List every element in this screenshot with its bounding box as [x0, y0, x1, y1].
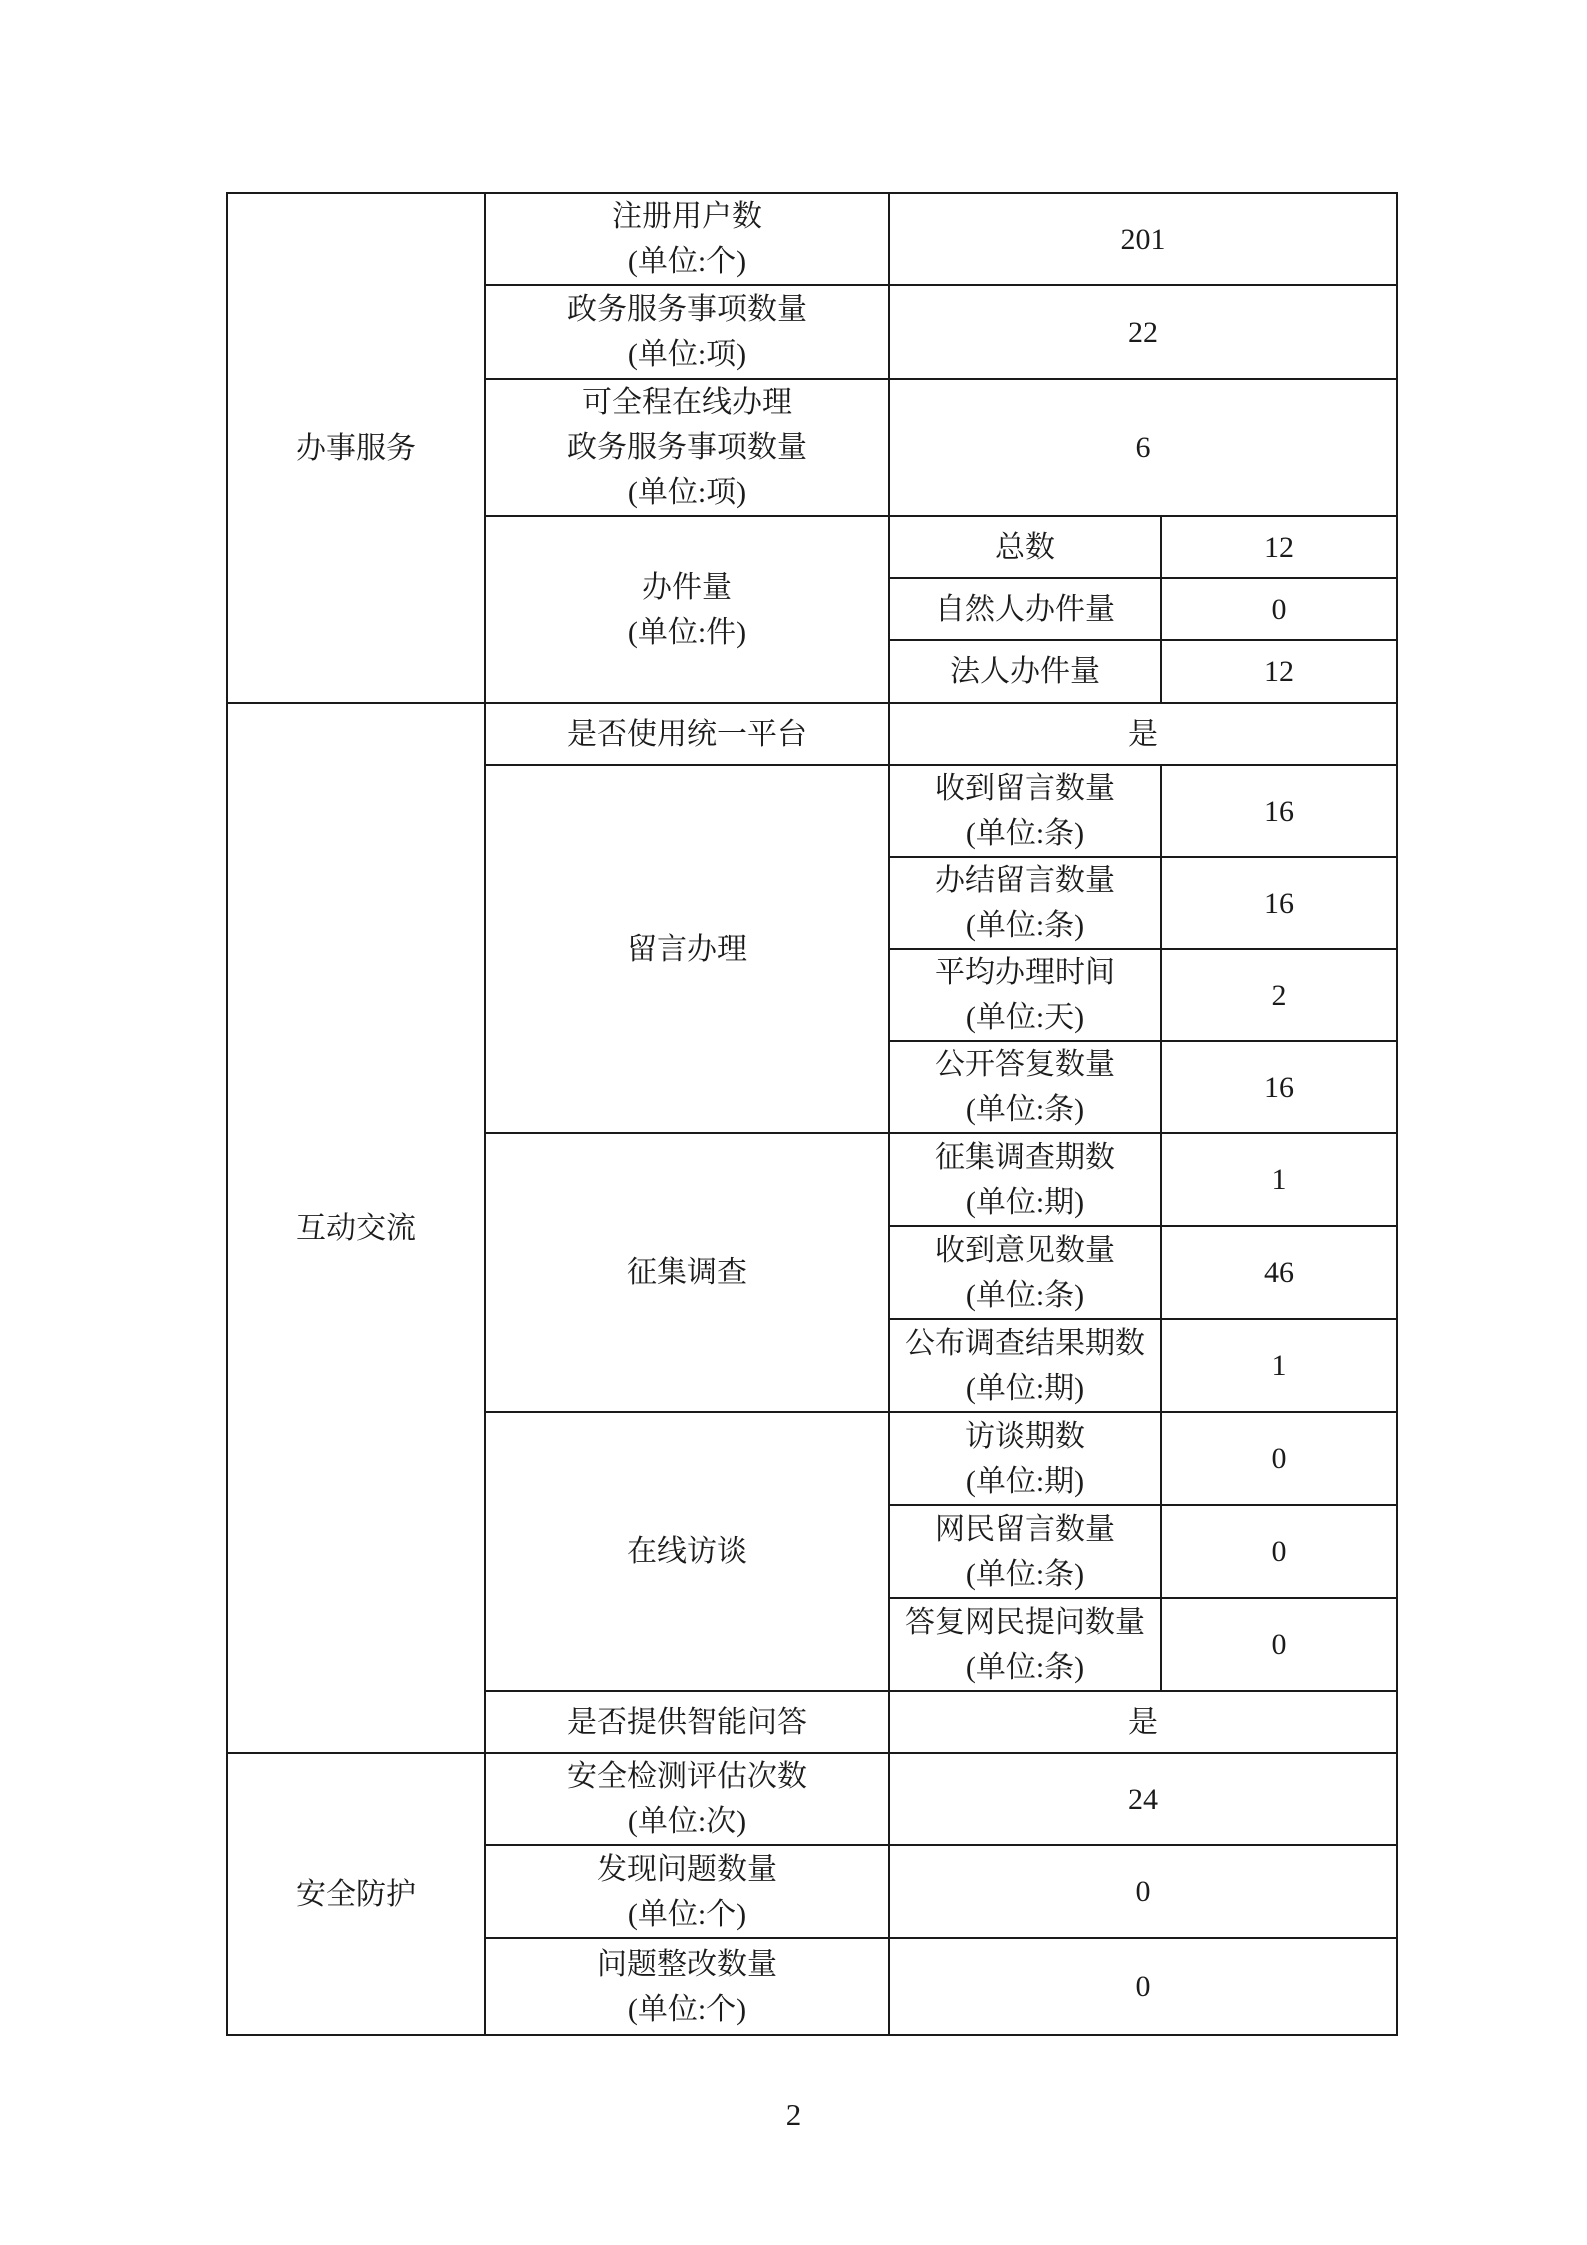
group-label-message-handling: 留言办理	[485, 765, 889, 1133]
value-problems-rectified: 0	[889, 1938, 1397, 2035]
value-opinions-received: 46	[1161, 1226, 1397, 1319]
sub-label-completed-messages	[889, 857, 1161, 949]
sub-label-netizen-questions-answered	[889, 1598, 1161, 1691]
label-line: 安全检测评估次数	[567, 1760, 807, 1793]
group-label-handled-volume	[485, 516, 889, 703]
value-netizen-questions-answered: 0	[1161, 1598, 1397, 1691]
label-line: 收到留言数量	[935, 772, 1115, 805]
sub-label-received-messages	[889, 765, 1161, 857]
unit-line: (单位:个)	[627, 245, 747, 278]
sub-label-legal-person: 法人办件量	[889, 640, 1161, 703]
value-online-service-items: 6	[889, 379, 1397, 516]
label-line: 办件量	[642, 570, 732, 604]
value-public-replies: 16	[1161, 1041, 1397, 1133]
label-line: 政务服务事项数量	[567, 293, 807, 326]
label-security-assessments	[485, 1753, 889, 1845]
value-service-items: 22	[889, 285, 1397, 379]
label-registered-users	[485, 193, 889, 285]
label-line: 征集调查期数	[935, 1140, 1115, 1174]
unit-line: (单位:个)	[627, 1897, 747, 1931]
sub-label-natural-person: 自然人办件量	[889, 578, 1161, 640]
unit-line: (单位:期)	[965, 1464, 1085, 1498]
unit-line: (单位:次)	[627, 1805, 747, 1838]
value-legal-person: 12	[1161, 640, 1397, 703]
label-line: 办结留言数量	[935, 864, 1115, 897]
unit-line: (单位:条)	[965, 817, 1085, 850]
value-natural-person: 0	[1161, 578, 1397, 640]
label-line: 问题整改数量	[597, 1947, 777, 1981]
unit-line: (单位:条)	[965, 1093, 1085, 1126]
unit-line: (单位:项)	[627, 476, 747, 509]
sub-label-average-handling-time	[889, 949, 1161, 1041]
label-line: 访谈期数	[965, 1419, 1085, 1453]
label-line: 发现问题数量	[597, 1852, 777, 1886]
sub-label-public-replies	[889, 1041, 1161, 1133]
sub-label-interview-periods	[889, 1412, 1161, 1505]
label-line: 收到意见数量	[935, 1233, 1115, 1267]
unit-line: (单位:天)	[965, 1001, 1085, 1034]
unit-line: (单位:条)	[965, 1650, 1085, 1684]
label-line: 公开答复数量	[935, 1048, 1115, 1081]
category-cell-service: 办事服务	[227, 193, 485, 703]
label-line: 网民留言数量	[935, 1512, 1115, 1546]
label-online-service-items	[485, 379, 889, 516]
value-completed-messages: 16	[1161, 857, 1397, 949]
label-line: 答复网民提问数量	[905, 1605, 1145, 1639]
page-number: 2	[785, 2097, 802, 2132]
label-line: 可全程在线办理	[582, 386, 792, 419]
unit-line: (单位:条)	[965, 1557, 1085, 1591]
label-line: 注册用户数	[612, 200, 762, 233]
value-survey-results-published: 1	[1161, 1319, 1397, 1412]
table-row	[227, 193, 1397, 285]
label-service-items	[485, 285, 889, 379]
table-row	[227, 1753, 1397, 1845]
category-cell-interaction: 互动交流	[227, 703, 485, 1753]
value-average-handling-time: 2	[1161, 949, 1397, 1041]
value-smart-qa: 是	[889, 1691, 1397, 1753]
sub-label-survey-results-published	[889, 1319, 1161, 1412]
label-problems-found	[485, 1845, 889, 1938]
unit-line: (单位:期)	[965, 1371, 1085, 1405]
value-unified-platform: 是	[889, 703, 1397, 765]
label-unified-platform: 是否使用统一平台	[485, 703, 889, 765]
sub-label-survey-periods	[889, 1133, 1161, 1226]
value-netizen-messages: 0	[1161, 1505, 1397, 1598]
report-table	[226, 192, 1398, 2036]
unit-line: (单位:期)	[965, 1185, 1085, 1219]
value-survey-periods: 1	[1161, 1133, 1397, 1226]
unit-line: (单位:个)	[627, 1992, 747, 2026]
value-total: 12	[1161, 516, 1397, 578]
value-problems-found: 0	[889, 1845, 1397, 1938]
label-line: 政务服务事项数量	[567, 431, 807, 464]
label-problems-rectified	[485, 1938, 889, 2035]
unit-line: (单位:条)	[965, 1278, 1085, 1312]
unit-line: (单位:项)	[627, 338, 747, 371]
label-line: 平均办理时间	[935, 956, 1115, 989]
category-cell-security: 安全防护	[227, 1753, 485, 2035]
sub-label-opinions-received	[889, 1226, 1161, 1319]
sub-label-netizen-messages	[889, 1505, 1161, 1598]
group-label-online-interview: 在线访谈	[485, 1412, 889, 1691]
value-security-assessments: 24	[889, 1753, 1397, 1845]
sub-label-total: 总数	[889, 516, 1161, 578]
table-row	[227, 703, 1397, 765]
unit-line: (单位:条)	[965, 909, 1085, 942]
label-line: 公布调查结果期数	[905, 1326, 1145, 1360]
value-interview-periods: 0	[1161, 1412, 1397, 1505]
label-smart-qa: 是否提供智能问答	[485, 1691, 889, 1753]
group-label-solicitation-survey: 征集调查	[485, 1133, 889, 1412]
value-registered-users: 201	[889, 193, 1397, 285]
unit-line: (单位:件)	[627, 615, 747, 649]
value-received-messages: 16	[1161, 765, 1397, 857]
